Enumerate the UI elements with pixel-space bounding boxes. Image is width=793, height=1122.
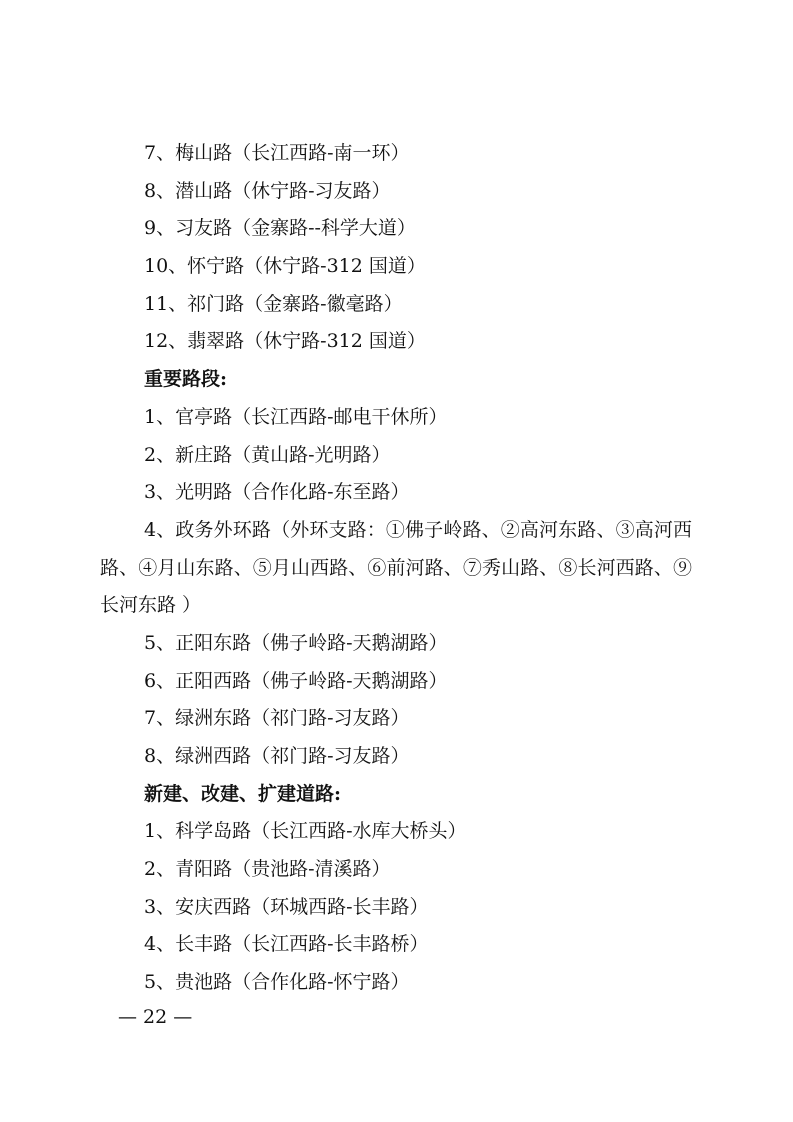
list-item: 4、长丰路（长江西路-长丰路桥） bbox=[144, 933, 429, 956]
list-item: 5、贵池路（合作化路-怀宁路） bbox=[144, 971, 410, 994]
list-item: 3、安庆西路（环城西路-长丰路） bbox=[144, 895, 429, 918]
list-item: 8、潜山路（休宁路-习友路） bbox=[144, 179, 391, 202]
list-item: 7、绿洲东路（祁门路-习友路） bbox=[144, 707, 410, 730]
section-heading-new-roads: 新建、改建、扩建道路: bbox=[144, 782, 342, 805]
list-item: 3、光明路（合作化路-东至路） bbox=[144, 481, 410, 504]
list-item: 9、习友路（金寨路--科学大道） bbox=[144, 217, 416, 240]
list-item: 6、正阳西路（佛子岭路-天鹅湖路） bbox=[144, 669, 448, 692]
list-item: 2、新庄路（黄山路-光明路） bbox=[144, 443, 391, 466]
page-number: — 22 — bbox=[118, 1006, 193, 1028]
list-item: 8、绿洲西路（祁门路-习友路） bbox=[144, 745, 410, 768]
list-item: 12、翡翠路（休宁路-312 国道） bbox=[144, 330, 426, 353]
list-item: 7、梅山路（长江西路-南一环） bbox=[144, 142, 410, 164]
road-list bbox=[100, 135, 692, 1002]
list-item: 1、科学岛路（长江西路-水库大桥头） bbox=[144, 820, 467, 843]
list-item: 10、怀宁路（休宁路-312 国道） bbox=[144, 255, 426, 278]
list-item-multiline: 4、政务外环路（外环支路：①佛子岭路、②高河东路、③高河西路、④月山东路、⑤月山西路、⑥前河路、⑦秀山路、⑧长河西路、⑨长河东路 ） bbox=[100, 518, 692, 617]
list-item: 5、正阳东路（佛子岭路-天鹅湖路） bbox=[144, 631, 448, 654]
list-item: 1、官亭路（长江西路-邮电干休所） bbox=[144, 405, 448, 428]
section-heading-important-roads: 重要路段: bbox=[144, 368, 228, 391]
list-item: 2、青阳路（贵池路-清溪路） bbox=[144, 858, 391, 881]
list-item: 11、祁门路（金寨路-徽毫路） bbox=[144, 292, 403, 315]
